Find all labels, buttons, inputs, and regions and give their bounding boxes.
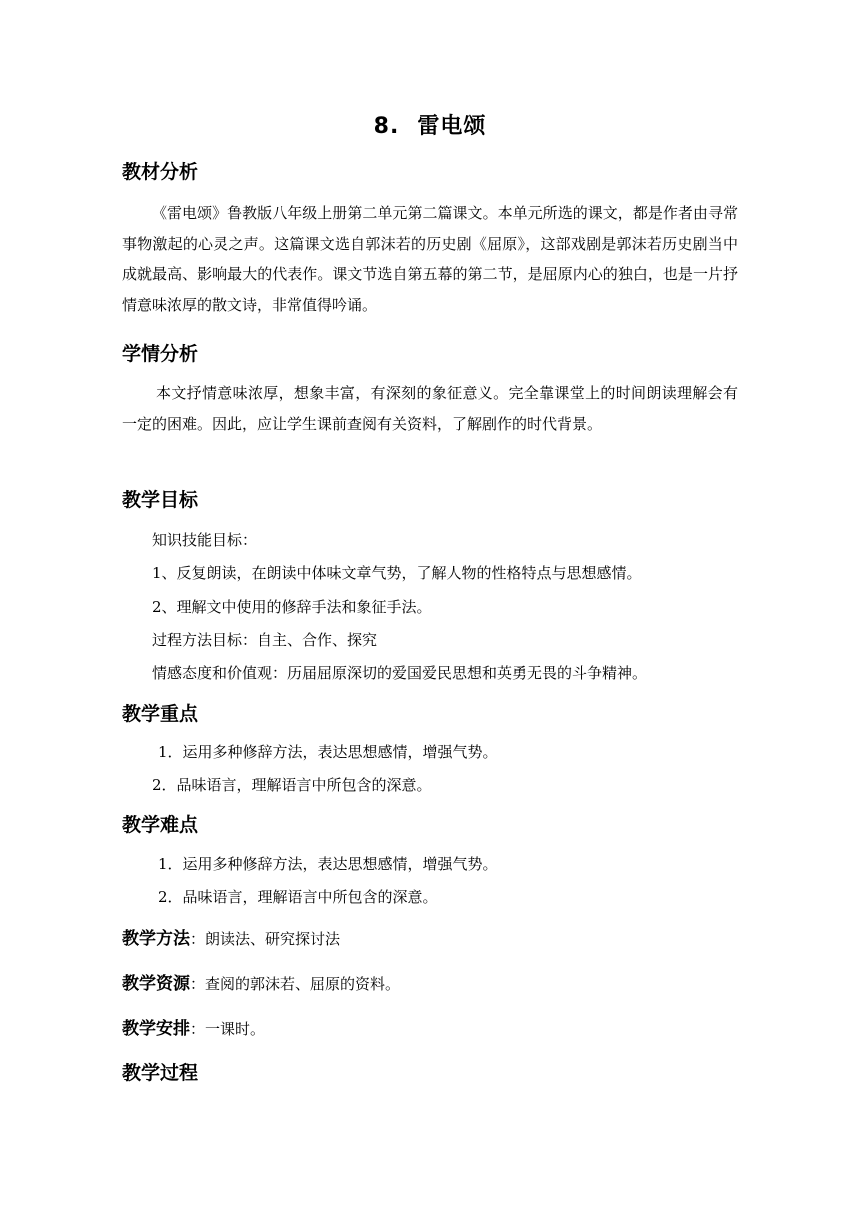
lesson-number: 8. (373, 114, 400, 139)
objective-line: 情感态度和价值观：历届屈原深切的爱国爱民思想和英勇无畏的斗争精神。 (152, 664, 648, 682)
teaching-arrangement-row (122, 1014, 265, 1044)
heading-teaching-focus: 教学重点 (122, 703, 199, 725)
teaching-arrangement-label: 教学安排 (122, 1019, 190, 1039)
objective-line: 过程方法目标：自主、合作、探究 (152, 631, 378, 649)
teaching-resources-value: ：查阅的郭沫若、屈原的资料。 (190, 975, 401, 993)
objective-line: 知识技能目标： (152, 531, 258, 549)
heading-teaching-process: 教学过程 (122, 1062, 199, 1084)
teaching-method-row (122, 924, 340, 954)
paragraph-textbook-analysis: 《雷电颂》鲁教版八年级上册第二单元第二篇课文。本单元所选的课文，都是作者由寻常事物激起的心灵之声。这篇课文选自郭沫若的历史剧《屈原》，这部戏剧是郭沫若历史剧当中成就最高、影响最大的代表作。课文节选自第五幕的第二节，是屈原内心的独白，也是一片抒情意味浓厚的散文诗，非常值得吟诵。 (122, 204, 738, 314)
teaching-arrangement-value: ：一课时。 (190, 1020, 266, 1038)
teaching-method-label: 教学方法 (122, 929, 190, 949)
difficulty-line: 2．品味语言，理解语言中所包含的深意。 (158, 888, 438, 906)
lesson-title (0, 110, 860, 144)
focus-line: 2．品味语言，理解语言中所包含的深意。 (152, 776, 432, 794)
teaching-method-value: ：朗读法、研究探讨法 (190, 930, 341, 948)
heading-textbook-analysis: 教材分析 (122, 161, 199, 183)
difficulty-line: 1．运用多种修辞方法，表达思想感情，增强气势。 (158, 855, 498, 873)
focus-line: 1．运用多种修辞方法，表达思想感情，增强气势。 (158, 743, 498, 761)
heading-teaching-difficulties: 教学难点 (122, 814, 199, 836)
objective-line: 2、理解文中使用的修辞手法和象征手法。 (152, 598, 432, 616)
paragraph-student-analysis: 本文抒情意味浓厚，想象丰富，有深刻的象征意义。完全靠课堂上的时间朗读理解会有一定的困难。因此，应让学生课前查阅有关资料，了解剧作的时代背景。 (122, 384, 738, 433)
heading-student-analysis: 学情分析 (122, 343, 199, 365)
objective-line: 1、反复朗读，在朗读中体味文章气势，了解人物的性格特点与思想感情。 (152, 564, 642, 582)
lesson-title-text: 雷电颂 (417, 114, 487, 139)
teaching-resources-label: 教学资源 (122, 974, 190, 994)
heading-teaching-objectives: 教学目标 (122, 489, 199, 511)
teaching-resources-row (122, 969, 400, 999)
